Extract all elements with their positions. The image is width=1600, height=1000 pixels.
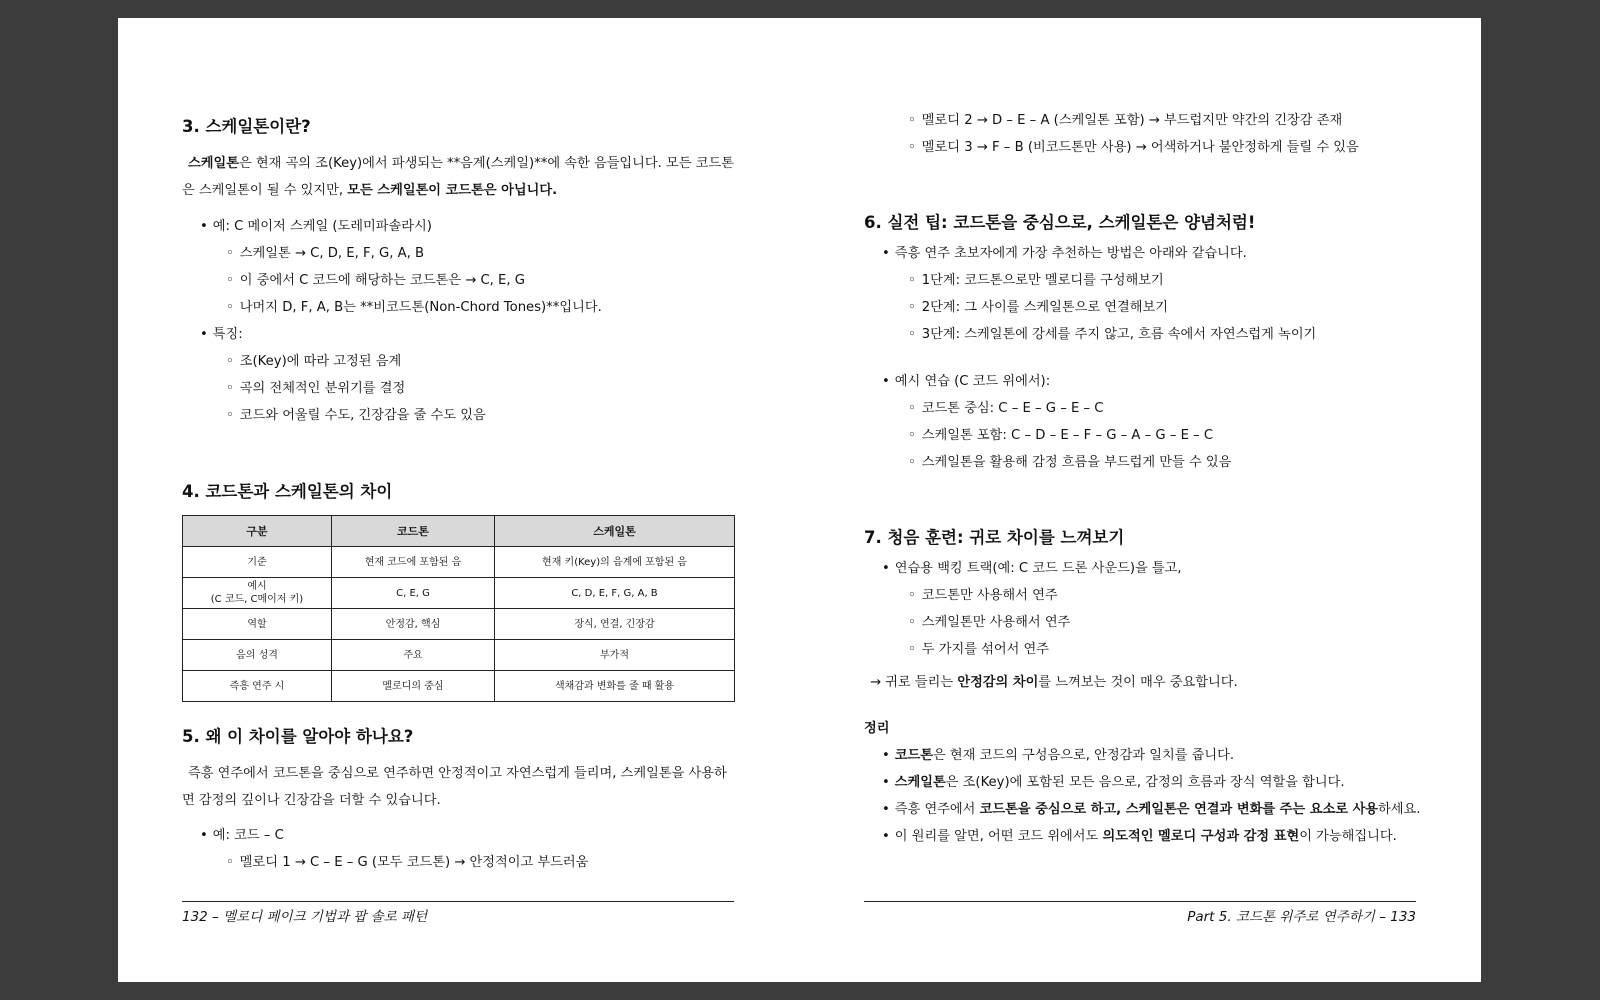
section-5-title: 5. 왜 이 차이를 알아야 하나요? — [182, 727, 414, 746]
sub-bullet: ◦ 이 중에서 C 코드에 해당하는 코드톤은 → C, E, G — [226, 272, 525, 290]
section-5-paragraph: 즉흥 연주에서 코드톤을 중심으로 연주하면 안정적이고 자연스럽게 들리며, 스케일톤을 사용하면 감정의 깊이나 긴장감을 더할 수 있습니다. — [182, 766, 727, 808]
bullet: • 연습용 백킹 트랙(예: C 코드 드론 사운드)을 틀고, — [882, 560, 1182, 578]
feature-bullet: • 특징: — [200, 326, 243, 344]
section-4-title: 4. 코드톤과 스케일톤의 차이 — [182, 482, 393, 501]
sub-bullet: ◦ 두 가지를 섞어서 연주 — [908, 641, 1049, 659]
sub-bullet: ◦ 스케일톤을 활용해 감정 흐름을 부드럽게 만들 수 있음 — [908, 454, 1231, 472]
sub-bullet: ◦ 스케일톤 포함: C – D – E – F – G – A – G – E – C — [908, 427, 1213, 445]
table-cell: 현재 코드에 포함된 음 — [332, 547, 495, 578]
table-cell: 예시 (C 코드, C메이저 키) — [183, 578, 332, 609]
table-row — [183, 671, 735, 702]
table-header: 코드톤 — [332, 516, 495, 547]
table-cell: 멜로디의 중심 — [332, 671, 495, 702]
footer-rule — [864, 901, 1416, 902]
table-header-row — [183, 516, 735, 547]
arrow-note: → 귀로 들리는 안정감의 차이를 느껴보는 것이 매우 중요합니다. — [870, 675, 1238, 690]
sub-bullet: ◦ 나머지 D, F, A, B는 **비코드톤(Non-Chord Tones)**입니다. — [226, 299, 602, 317]
table-cell: C, D, E, F, G, A, B — [495, 578, 735, 609]
comparison-table — [182, 515, 735, 702]
sub-bullet: ◦ 조(Key)에 따라 고정된 음계 — [226, 353, 401, 371]
table-header: 스케일톤 — [495, 516, 735, 547]
table-row — [183, 609, 735, 640]
table-cell: 기준 — [183, 547, 332, 578]
table-header: 구분 — [183, 516, 332, 547]
table-row — [183, 547, 735, 578]
table-cell: 즉흥 연주 시 — [183, 671, 332, 702]
summary-bullet: • 코드톤은 현재 코드의 구성음으로, 안정감과 일치를 줍니다. — [882, 747, 1234, 765]
left-page-footer: 132 – 멜로디 페이크 기법과 팝 솔로 패턴 — [182, 909, 428, 925]
sub-bullet: ◦ 스케일톤 → C, D, E, F, G, A, B — [226, 245, 424, 263]
sub-bullet: ◦ 곡의 전체적인 분위기를 결정 — [226, 380, 405, 398]
sub-bullet: ◦ 스케일톤만 사용해서 연주 — [908, 614, 1070, 632]
sub-bullet: ◦ 1단계: 코드톤으로만 멜로디를 구성해보기 — [908, 272, 1164, 290]
table-cell: 색채감과 변화를 줄 때 활용 — [495, 671, 735, 702]
bullet: • 즉흥 연주 초보자에게 가장 추천하는 방법은 아래와 같습니다. — [882, 245, 1247, 263]
sub-bullet: ◦ 멜로디 3 → F – B (비코드톤만 사용) → 어색하거나 불안정하게 들릴 수 있음 — [908, 139, 1359, 157]
table-cell: C, E, G — [332, 578, 495, 609]
table-cell: 안정감, 핵심 — [332, 609, 495, 640]
sub-bullet: ◦ 2단계: 그 사이를 스케일톤으로 연결해보기 — [908, 299, 1168, 317]
bullet: • 예시 연습 (C 코드 위에서): — [882, 373, 1050, 391]
table-cell: 음의 성격 — [183, 640, 332, 671]
table-cell: 부가적 — [495, 640, 735, 671]
example-bullet: • 예: C 메이저 스케일 (도레미파솔라시) — [200, 218, 432, 236]
summary-title: 정리 — [864, 721, 890, 736]
table-cell: 장식, 연결, 긴장감 — [495, 609, 735, 640]
table-cell: 역할 — [183, 609, 332, 640]
book-spread — [118, 18, 1481, 982]
table-cell: 주요 — [332, 640, 495, 671]
table-row — [183, 640, 735, 671]
sub-bullet: ◦ 코드와 어울릴 수도, 긴장감을 줄 수도 있음 — [226, 407, 486, 425]
section-6-title: 6. 실전 팁: 코드톤을 중심으로, 스케일톤은 양념처럼! — [864, 213, 1256, 232]
sub-bullet: ◦ 멜로디 1 → C – E – G (모두 코드톤) → 안정적이고 부드러움 — [226, 854, 588, 872]
sub-bullet: ◦ 코드톤만 사용해서 연주 — [908, 587, 1058, 605]
table-row — [183, 578, 735, 609]
right-page-footer: Part 5. 코드톤 위주로 연주하기 – 133 — [1187, 909, 1416, 925]
summary-bullet: • 이 원리를 알면, 어떤 코드 위에서도 의도적인 멜로디 구성과 감정 표현이 가능해집니다. — [882, 828, 1397, 846]
sub-bullet: ◦ 3단계: 스케일톤에 강세를 주지 않고, 흐름 속에서 자연스럽게 녹이기 — [908, 326, 1316, 344]
section-3-title: 3. 스케일톤이란? — [182, 117, 311, 136]
sub-bullet: ◦ 멜로디 2 → D – E – A (스케일톤 포함) → 부드럽지만 약간의 긴장감 존재 — [908, 112, 1342, 130]
example-bullet: • 예: 코드 – C — [200, 827, 284, 845]
summary-bullet: • 스케일톤은 조(Key)에 포함된 모든 음으로, 감정의 흐름과 장식 역할을 합니다. — [882, 774, 1345, 792]
summary-bullet: • 즉흥 연주에서 코드톤을 중심으로 하고, 스케일톤은 연결과 변화를 주는 요소로 사용하세요. — [882, 801, 1420, 819]
sub-bullet: ◦ 코드톤 중심: C – E – G – E – C — [908, 400, 1104, 418]
table-cell: 현재 키(Key)의 음계에 포함된 음 — [495, 547, 735, 578]
footer-rule — [182, 901, 734, 902]
section-3-paragraph: 스케일톤은 현재 곡의 조(Key)에서 파생되는 **음계(스케일)**에 속한 음들입니다. 모든 코드톤은 스케일톤이 될 수 있지만, 모든 스케일톤이 코드톤은 아닙니다. — [182, 156, 734, 198]
section-7-title: 7. 청음 훈련: 귀로 차이를 느껴보기 — [864, 528, 1125, 547]
